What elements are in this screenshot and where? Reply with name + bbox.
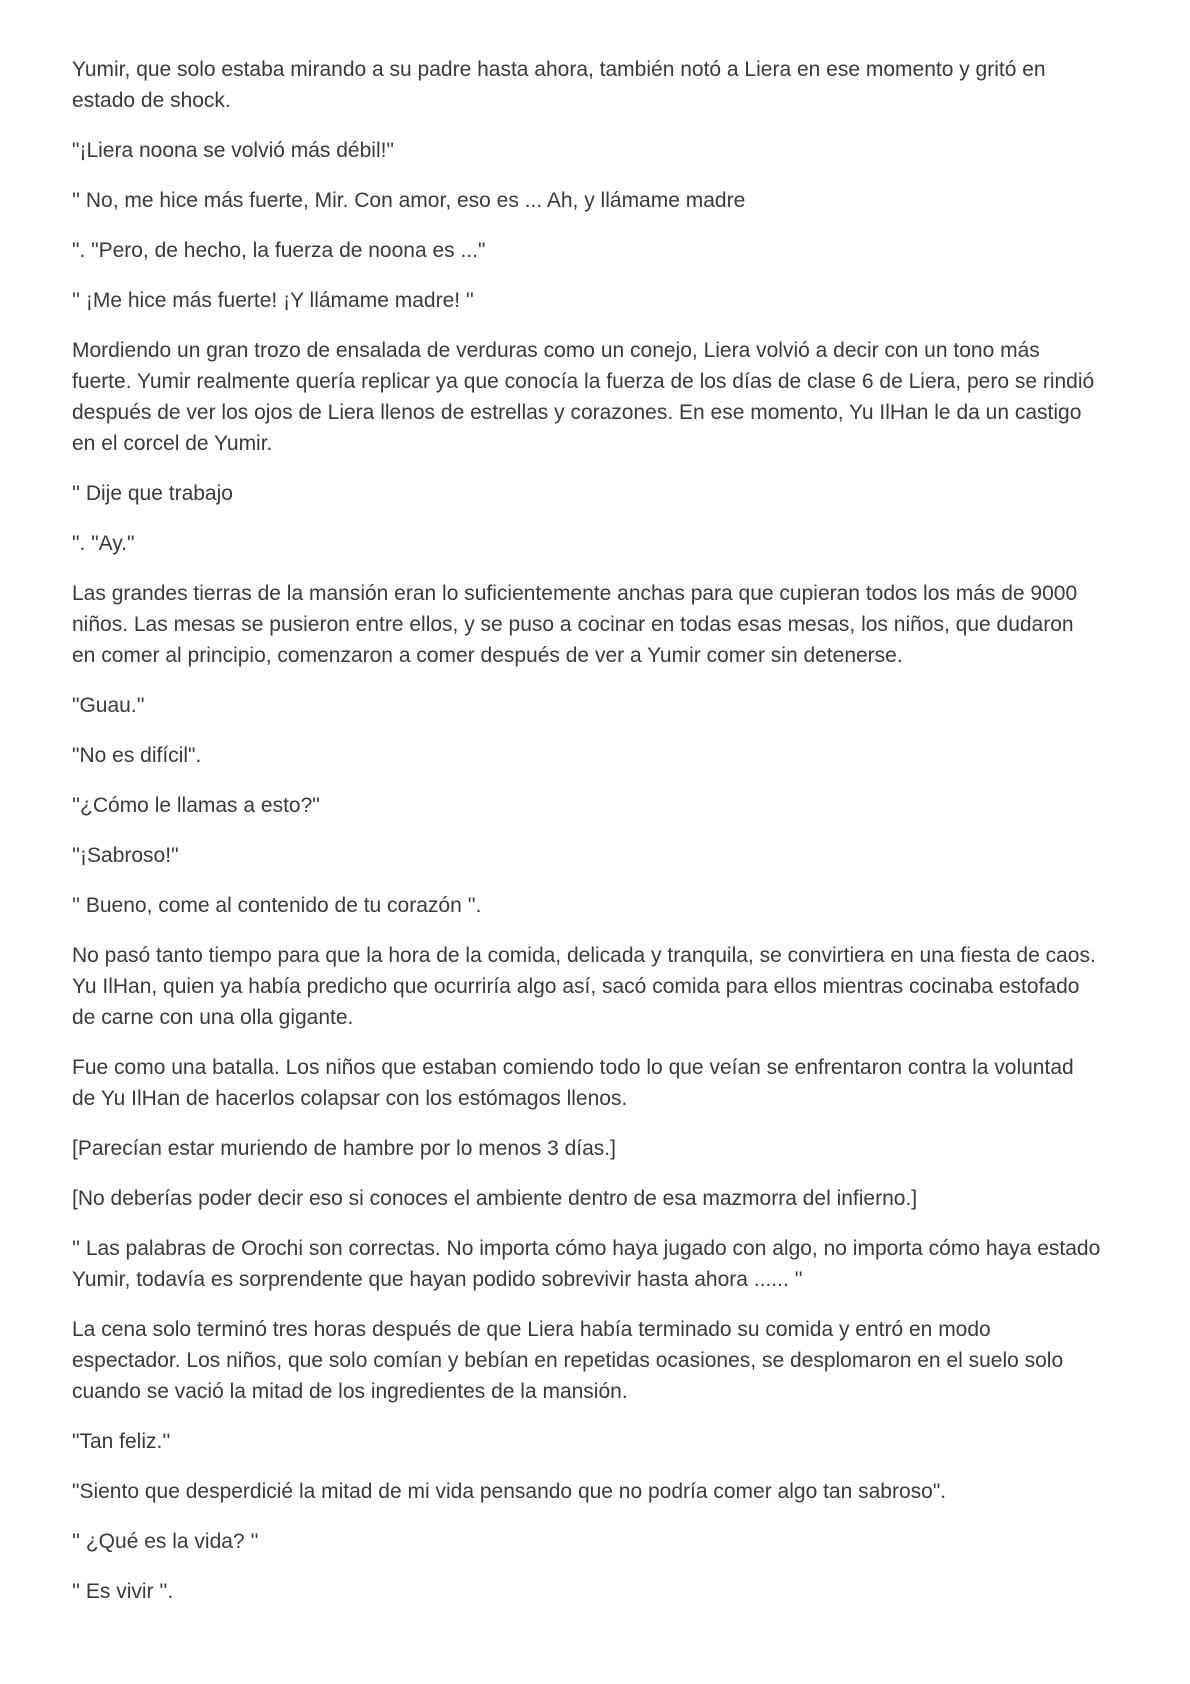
paragraph: '' Es vivir ''. <box>72 1580 174 1603</box>
paragraph: La cena solo terminó tres horas después de que Liera había terminado su comida y entró en modo espectador. Los niños, que solo comían y bebían en repetidas ocasiones, se desplomaron en el suelo solo cuando se vació la mitad de los ingredientes de la mansión. <box>72 1318 1069 1403</box>
paragraph: '' Dije que trabajo <box>72 482 233 505</box>
paragraph: ''¡Sabroso!" <box>72 844 179 867</box>
paragraph: [Parecían estar muriendo de hambre por lo menos 3 días.] <box>72 1137 616 1160</box>
paragraph: '' No, me hice más fuerte, Mir. Con amor, eso es ... Ah, y llámame madre <box>72 189 746 212</box>
paragraph: ". "Pero, de hecho, la fuerza de noona es ..." <box>72 239 486 262</box>
paragraph: No pasó tanto tiempo para que la hora de la comida, delicada y tranquila, se convirtiera en una fiesta de caos. Yu IlHan, quien ya había predicho que ocurriría algo así, sacó comida para ellos mientras cocinaba estofado de carne con una olla gigante. <box>72 944 1102 1029</box>
paragraph: '' ¿Qué es la vida? '' <box>72 1530 259 1553</box>
paragraph: ". "Ay." <box>72 532 135 555</box>
paragraph: "No es difícil". <box>72 744 202 767</box>
paragraph: "Siento que desperdicié la mitad de mi vida pensando que no podría comer algo tan sabroso". <box>72 1480 947 1503</box>
document-page <box>72 54 1106 1626</box>
paragraph: "¡Liera noona se volvió más débil!" <box>72 139 394 162</box>
paragraph: Mordiendo un gran trozo de ensalada de verduras como un conejo, Liera volvió a decir con un tono más fuerte. Yumir realmente quería replicar ya que conocía la fuerza de los días de clase 6 de Liera, pero se rindió después de ver los ojos de Liera llenos de estrellas y corazones. En ese momento, Yu IlHan le da un castigo en el corcel de Yumir. <box>72 339 1101 455</box>
paragraph: [No deberías poder decir eso si conoces el ambiente dentro de esa mazmorra del infierno.] <box>72 1187 918 1210</box>
paragraph: '' Las palabras de Orochi son correctas. No importa cómo haya jugado con algo, no importa cómo haya estado Yumir, todavía es sorprendente que hayan podido sobrevivir hasta ahora ...... '' <box>72 1237 1106 1291</box>
paragraph: '' ¡Me hice más fuerte! ¡Y llámame madre! '' <box>72 289 474 312</box>
paragraph: Fue como una batalla. Los niños que estaban comiendo todo lo que veían se enfrentaron contra la voluntad de Yu IlHan de hacerlos colapsar con los estómagos llenos. <box>72 1056 1080 1110</box>
paragraph: Yumir, que solo estaba mirando a su padre hasta ahora, también notó a Liera en ese momento y gritó en estado de shock. <box>72 58 1052 112</box>
paragraph: '' Bueno, come al contenido de tu corazón ''. <box>72 894 482 917</box>
paragraph: "Guau.'' <box>72 694 145 717</box>
paragraph: "Tan feliz.'' <box>72 1430 171 1453</box>
paragraph: ''¿Cómo le llamas a esto?" <box>72 794 320 817</box>
paragraph: Las grandes tierras de la mansión eran lo suficientemente anchas para que cupieran todos los más de 9000 niños. Las mesas se pusieron entre ellos, y se puso a cocinar en todas esas mesas, los niños, que dudaron en comer al principio, comenzaron a comer después de ver a Yumir comer sin detenerse. <box>72 582 1083 667</box>
